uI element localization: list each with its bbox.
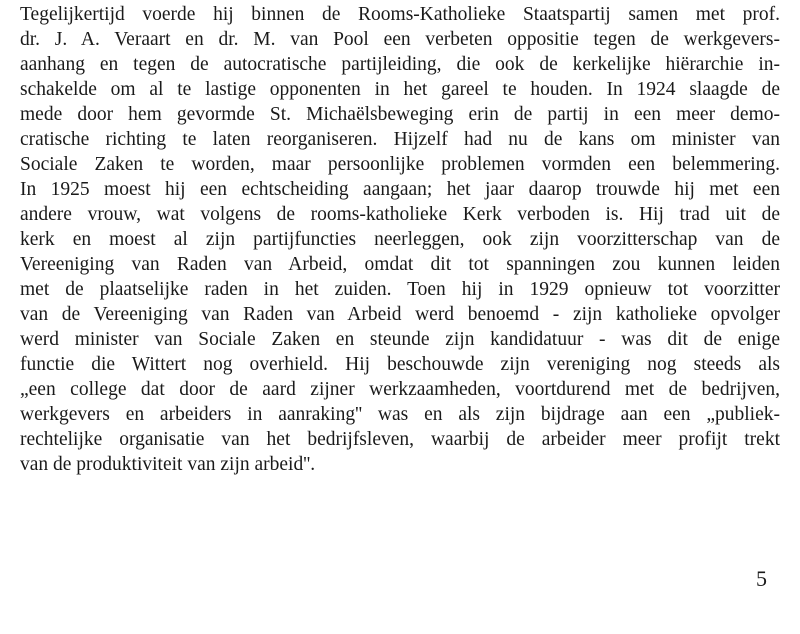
- text-line: mede door hem gevormde St. Michaëlsbeweging erin de partij in een meer demo-: [20, 104, 780, 125]
- text-line: rechtelijke organisatie van het bedrijfsleven, waarbij de arbeider meer profijt trekt: [20, 429, 780, 450]
- text-line: andere vrouw, wat volgens de rooms-katholieke Kerk verboden is. Hij trad uit de: [20, 204, 780, 225]
- page-number: 5: [756, 566, 767, 591]
- text-line: dr. J. A. Veraart en dr. M. van Pool een verbeten oppositie tegen de werkgevers-: [20, 29, 780, 50]
- text-line: Sociale Zaken te worden, maar persoonlijke problemen vormden een belemmering.: [20, 154, 780, 175]
- text-line: „een college dat door de aard zijner werkzaamheden, voortdurend met de bedrijven,: [20, 379, 780, 400]
- text-line: functie die Wittert nog overhield. Hij beschouwde zijn vereniging nog steeds als: [20, 354, 780, 375]
- text-line: met de plaatselijke raden in het zuiden. Toen hij in 1929 opnieuw tot voorzitter: [20, 279, 780, 300]
- text-line: van de Vereeniging van Raden van Arbeid werd benoemd - zijn katholieke opvolger: [20, 304, 780, 325]
- text-line: schakelde om al te lastige opponenten in het gareel te houden. In 1924 slaagde de: [20, 79, 780, 100]
- text-line: aanhang en tegen de autocratische partijleiding, die ook de kerkelijke hiërarchie in-: [20, 54, 780, 75]
- text-line: cratische richting te laten reorganiseren. Hijzelf had nu de kans om minister van: [20, 129, 780, 150]
- text-line: Vereeniging van Raden van Arbeid, omdat dit tot spanningen zou kunnen leiden: [20, 254, 780, 275]
- text-line: werd minister van Sociale Zaken en steunde zijn kandidatuur - was dit de enige: [20, 329, 780, 350]
- text-line: Tegelijkertijd voerde hij binnen de Rooms-Katholieke Staatspartij samen met prof.: [20, 4, 780, 25]
- body-paragraph: [20, 2, 780, 477]
- text-line: In 1925 moest hij een echtscheiding aangaan; het jaar daarop trouwde hij met een: [20, 179, 780, 200]
- text-line: kerk en moest al zijn partijfuncties neerleggen, ook zijn voorzitterschap van de: [20, 229, 780, 250]
- text-line-last: van de produktiviteit van zijn arbeid''.: [20, 454, 316, 475]
- text-line: werkgevers en arbeiders in aanraking'' was en als zijn bijdrage aan een „publiek-: [20, 404, 780, 425]
